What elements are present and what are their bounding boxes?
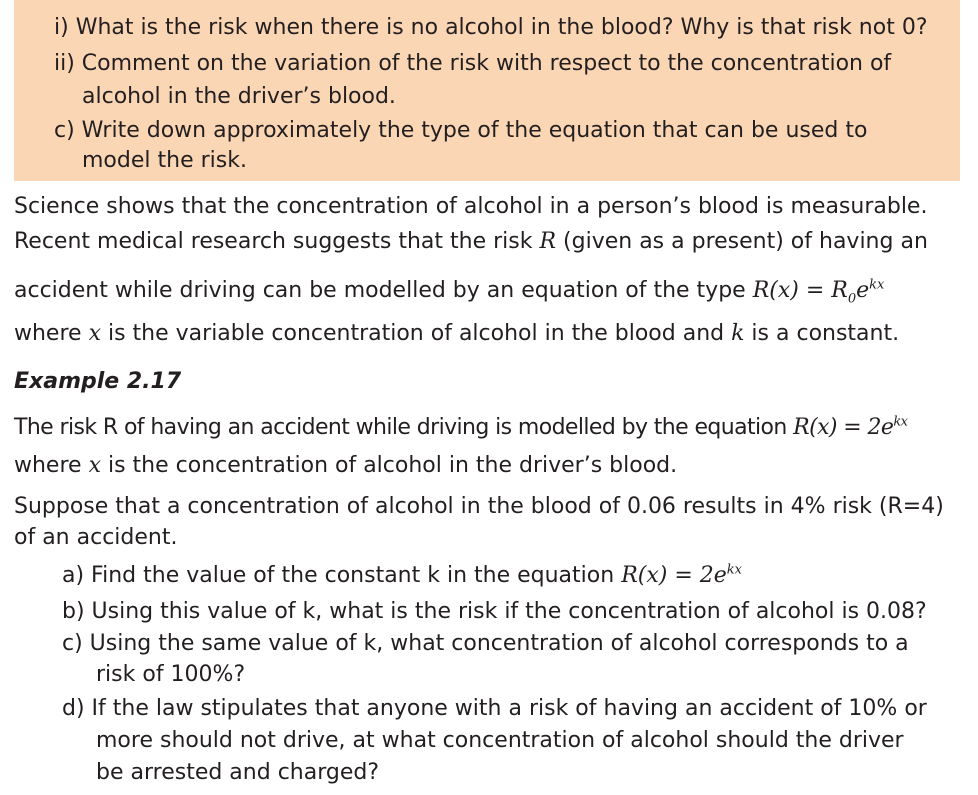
risk-variable: R	[539, 229, 557, 254]
question-d-cont-2: be arrested and charged?	[96, 760, 380, 785]
question-a: a) Find the value of the constant k in the equation $R(x) = 2e^{kx}$	[62, 562, 742, 588]
specific-equation: $R(x) = 2e^{kx}$	[793, 414, 908, 440]
example-line-2: where x is the concentration of alcohol in the driver’s blood.	[14, 453, 678, 478]
example-line-4: of an accident.	[14, 525, 178, 550]
intro-line-1: Science shows that the concentration of alcohol in a person’s blood is measurable.	[14, 194, 928, 219]
question-ii-cont: alcohol in the driver’s blood.	[82, 84, 396, 109]
intro-line-2: Recent medical research suggests that the risk R (given as a present) of having an	[14, 229, 928, 254]
question-c2-cont: risk of 100%?	[96, 662, 246, 687]
question-d-cont-1: more should not drive, at what concentration of alcohol should the driver	[96, 728, 904, 753]
example-line-1: The risk R of having an accident while driving is modelled by the equation $R(x) = 2e^{kx}$	[14, 414, 908, 440]
question-d: d) If the law stipulates that anyone with a risk of having an accident of 10% or	[62, 696, 927, 721]
intro-line-4: where x is the variable concentration of alcohol in the blood and k is a constant.	[14, 321, 900, 346]
question-c2: c) Using the same value of k, what concentration of alcohol corresponds to a	[62, 631, 909, 656]
specific-equation-2: $R(x) = 2e^{kx}$	[621, 562, 742, 588]
question-i: i) What is the risk when there is no alcohol in the blood? Why is that risk not 0?	[54, 15, 928, 40]
intro-line-3: accident while driving can be modelled by an equation of the type $R(x) = R_0e^{kx}$	[14, 277, 885, 307]
general-equation: $R(x) = R_0e^{kx}$	[752, 277, 885, 307]
example-line-3: Suppose that a concentration of alcohol in the blood of 0.06 results in 4% risk (R=4)	[14, 494, 944, 519]
question-ii: ii) Comment on the variation of the risk with respect to the concentration of	[54, 51, 892, 76]
question-b: b) Using this value of k, what is the risk if the concentration of alcohol is 0.08?	[62, 599, 927, 624]
question-c-cont: model the risk.	[82, 148, 247, 173]
question-c: c) Write down approximately the type of the equation that can be used to	[54, 118, 868, 143]
example-title: Example 2.17	[14, 369, 182, 394]
